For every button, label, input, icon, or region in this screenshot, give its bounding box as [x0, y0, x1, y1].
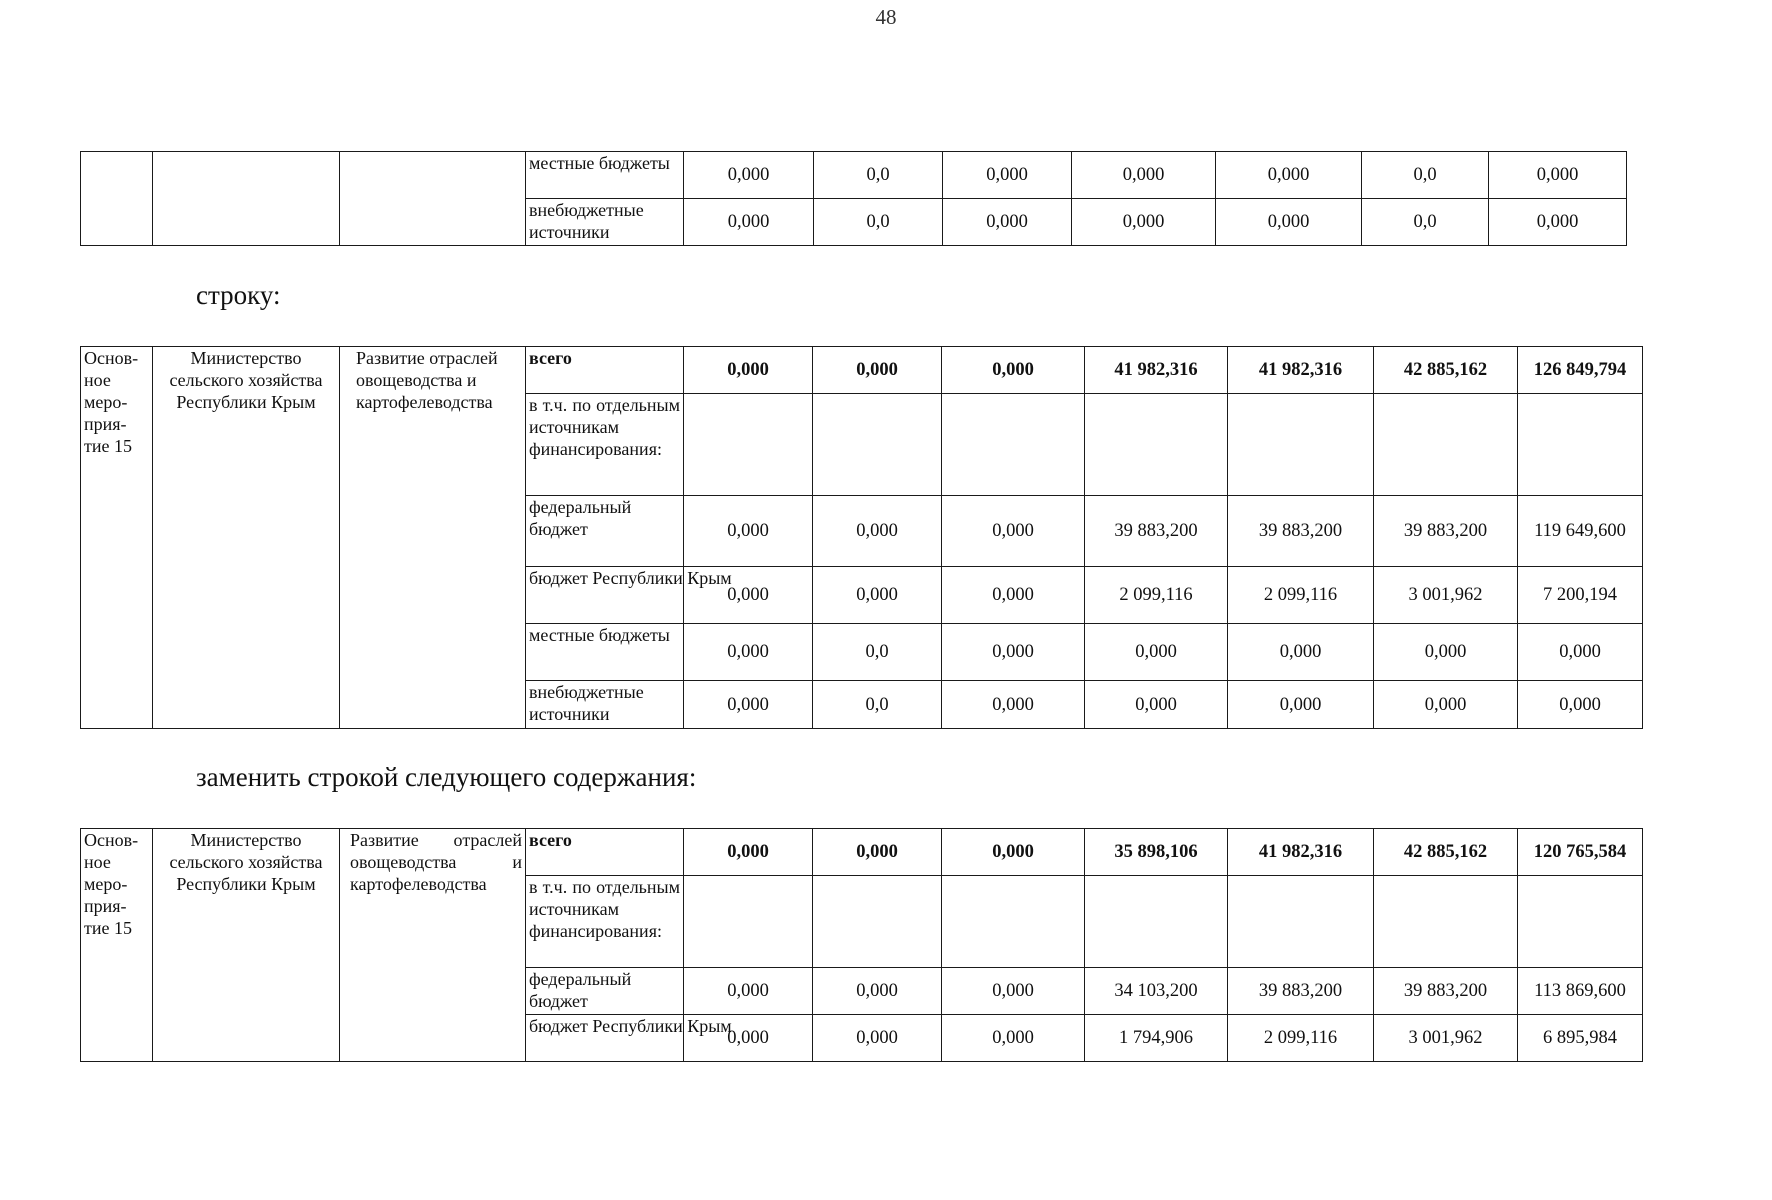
value-cell [1374, 394, 1518, 496]
value-cell: 39 883,200 [1374, 496, 1518, 567]
value-cell [1374, 876, 1518, 968]
funding-source-cell: всего [526, 829, 684, 876]
value-cell [1085, 876, 1228, 968]
value-cell: 0,000 [942, 567, 1085, 624]
table-row [81, 152, 1627, 199]
value-cell [813, 394, 942, 496]
value-cell: 42 885,162 [1374, 829, 1518, 876]
value-cell: 0,000 [1072, 152, 1216, 199]
value-cell: 0,000 [1216, 199, 1362, 246]
value-cell: 41 982,316 [1228, 829, 1374, 876]
funding-source-cell: бюджет Республики Крым [526, 567, 684, 624]
value-cell: 0,000 [942, 829, 1085, 876]
value-cell: 0,000 [684, 567, 813, 624]
value-cell: 0,000 [684, 496, 813, 567]
caption-row: строку: [196, 280, 281, 310]
value-cell: 0,000 [684, 829, 813, 876]
value-cell [1518, 876, 1643, 968]
value-cell: 0,000 [813, 1015, 942, 1062]
value-cell: 6 895,984 [1518, 1015, 1643, 1062]
funding-source-cell: внебюджетные источники [526, 681, 684, 729]
value-cell: 41 982,316 [1228, 347, 1374, 394]
value-cell: 0,0 [1362, 152, 1489, 199]
value-cell: 126 849,794 [1518, 347, 1643, 394]
value-cell: 0,000 [684, 152, 814, 199]
program-name-cell: Развитие отраслей овощеводства и картофелеводства [340, 829, 526, 1062]
value-cell: 2 099,116 [1085, 567, 1228, 624]
value-cell [1518, 394, 1643, 496]
value-cell [684, 876, 813, 968]
table-new-row [80, 828, 1643, 1062]
value-cell [813, 876, 942, 968]
executor-cell [153, 152, 340, 246]
value-cell: 0,000 [813, 496, 942, 567]
value-cell: 0,000 [684, 199, 814, 246]
value-cell: 0,000 [1518, 681, 1643, 729]
value-cell [942, 394, 1085, 496]
value-cell: 0,0 [814, 199, 943, 246]
value-cell: 42 885,162 [1374, 347, 1518, 394]
value-cell: 0,000 [942, 624, 1085, 681]
funding-source-cell: федеральный бюджет [526, 968, 684, 1015]
value-cell: 0,000 [813, 347, 942, 394]
funding-source-cell: в т.ч. по отдельным источникам финансирования: [526, 394, 684, 496]
value-cell: 3 001,962 [1374, 567, 1518, 624]
event-cell: Основ-ное меро-прия-тие 15 [81, 829, 153, 1062]
funding-source-cell: местные бюджеты [526, 152, 684, 199]
value-cell: 1 794,906 [1085, 1015, 1228, 1062]
value-cell: 0,000 [684, 1015, 813, 1062]
caption-replace: заменить строкой следующего содержания: [196, 762, 697, 792]
event-cell: Основ-ное меро-прия-тие 15 [81, 347, 153, 729]
table-continued [80, 151, 1627, 246]
value-cell: 34 103,200 [1085, 968, 1228, 1015]
value-cell: 35 898,106 [1085, 829, 1228, 876]
value-cell: 0,000 [684, 624, 813, 681]
value-cell: 0,000 [1085, 681, 1228, 729]
value-cell: 7 200,194 [1518, 567, 1643, 624]
value-cell: 0,0 [813, 681, 942, 729]
value-cell: 0,000 [1374, 624, 1518, 681]
funding-source-cell: всего [526, 347, 684, 394]
value-cell: 0,000 [813, 829, 942, 876]
value-cell: 0,000 [684, 968, 813, 1015]
value-cell: 120 765,584 [1518, 829, 1643, 876]
value-cell: 39 883,200 [1228, 496, 1374, 567]
funding-source-cell: внебюджетные источники [526, 199, 684, 246]
funding-source-cell: местные бюджеты [526, 624, 684, 681]
value-cell: 0,000 [1374, 681, 1518, 729]
funding-source-cell: в т.ч. по отдельным источникам финансирования: [526, 876, 684, 968]
value-cell: 0,000 [942, 681, 1085, 729]
value-cell: 0,000 [1489, 152, 1627, 199]
value-cell: 0,000 [942, 968, 1085, 1015]
value-cell [684, 394, 813, 496]
value-cell: 0,000 [1216, 152, 1362, 199]
executor-cell: Министерство сельского хозяйства Республики Крым [153, 347, 340, 729]
value-cell: 41 982,316 [1085, 347, 1228, 394]
value-cell: 0,000 [943, 152, 1072, 199]
program-name-cell [340, 152, 526, 246]
value-cell: 0,0 [813, 624, 942, 681]
value-cell: 0,000 [1228, 624, 1374, 681]
event-cell [81, 152, 153, 246]
program-name-cell: Развитие отраслей овощеводства и картофелеводства [340, 347, 526, 729]
value-cell [942, 876, 1085, 968]
value-cell: 0,000 [813, 968, 942, 1015]
value-cell: 0,000 [942, 496, 1085, 567]
value-cell: 2 099,116 [1228, 567, 1374, 624]
value-cell: 0,000 [813, 567, 942, 624]
value-cell [1228, 394, 1374, 496]
value-cell: 3 001,962 [1374, 1015, 1518, 1062]
value-cell: 39 883,200 [1228, 968, 1374, 1015]
value-cell [1228, 876, 1374, 968]
value-cell: 0,000 [1085, 624, 1228, 681]
value-cell: 0,000 [1228, 681, 1374, 729]
value-cell: 39 883,200 [1085, 496, 1228, 567]
value-cell: 119 649,600 [1518, 496, 1643, 567]
value-cell: 0,000 [942, 1015, 1085, 1062]
value-cell: 0,000 [943, 199, 1072, 246]
value-cell: 0,000 [1489, 199, 1627, 246]
value-cell: 0,000 [684, 347, 813, 394]
funding-source-cell: федеральный бюджет [526, 496, 684, 567]
value-cell: 2 099,116 [1228, 1015, 1374, 1062]
value-cell: 39 883,200 [1374, 968, 1518, 1015]
table-row [81, 829, 1643, 876]
value-cell: 0,0 [814, 152, 943, 199]
table-row [81, 347, 1643, 394]
table-old-row [80, 346, 1643, 729]
value-cell: 0,000 [942, 347, 1085, 394]
value-cell: 0,000 [1518, 624, 1643, 681]
value-cell: 0,000 [684, 681, 813, 729]
value-cell [1085, 394, 1228, 496]
funding-source-cell: бюджет Республики Крым [526, 1015, 684, 1062]
value-cell: 113 869,600 [1518, 968, 1643, 1015]
page-number: 48 [875, 5, 897, 29]
value-cell: 0,000 [1072, 199, 1216, 246]
executor-cell: Министерство сельского хозяйства Республики Крым [153, 829, 340, 1062]
value-cell: 0,0 [1362, 199, 1489, 246]
